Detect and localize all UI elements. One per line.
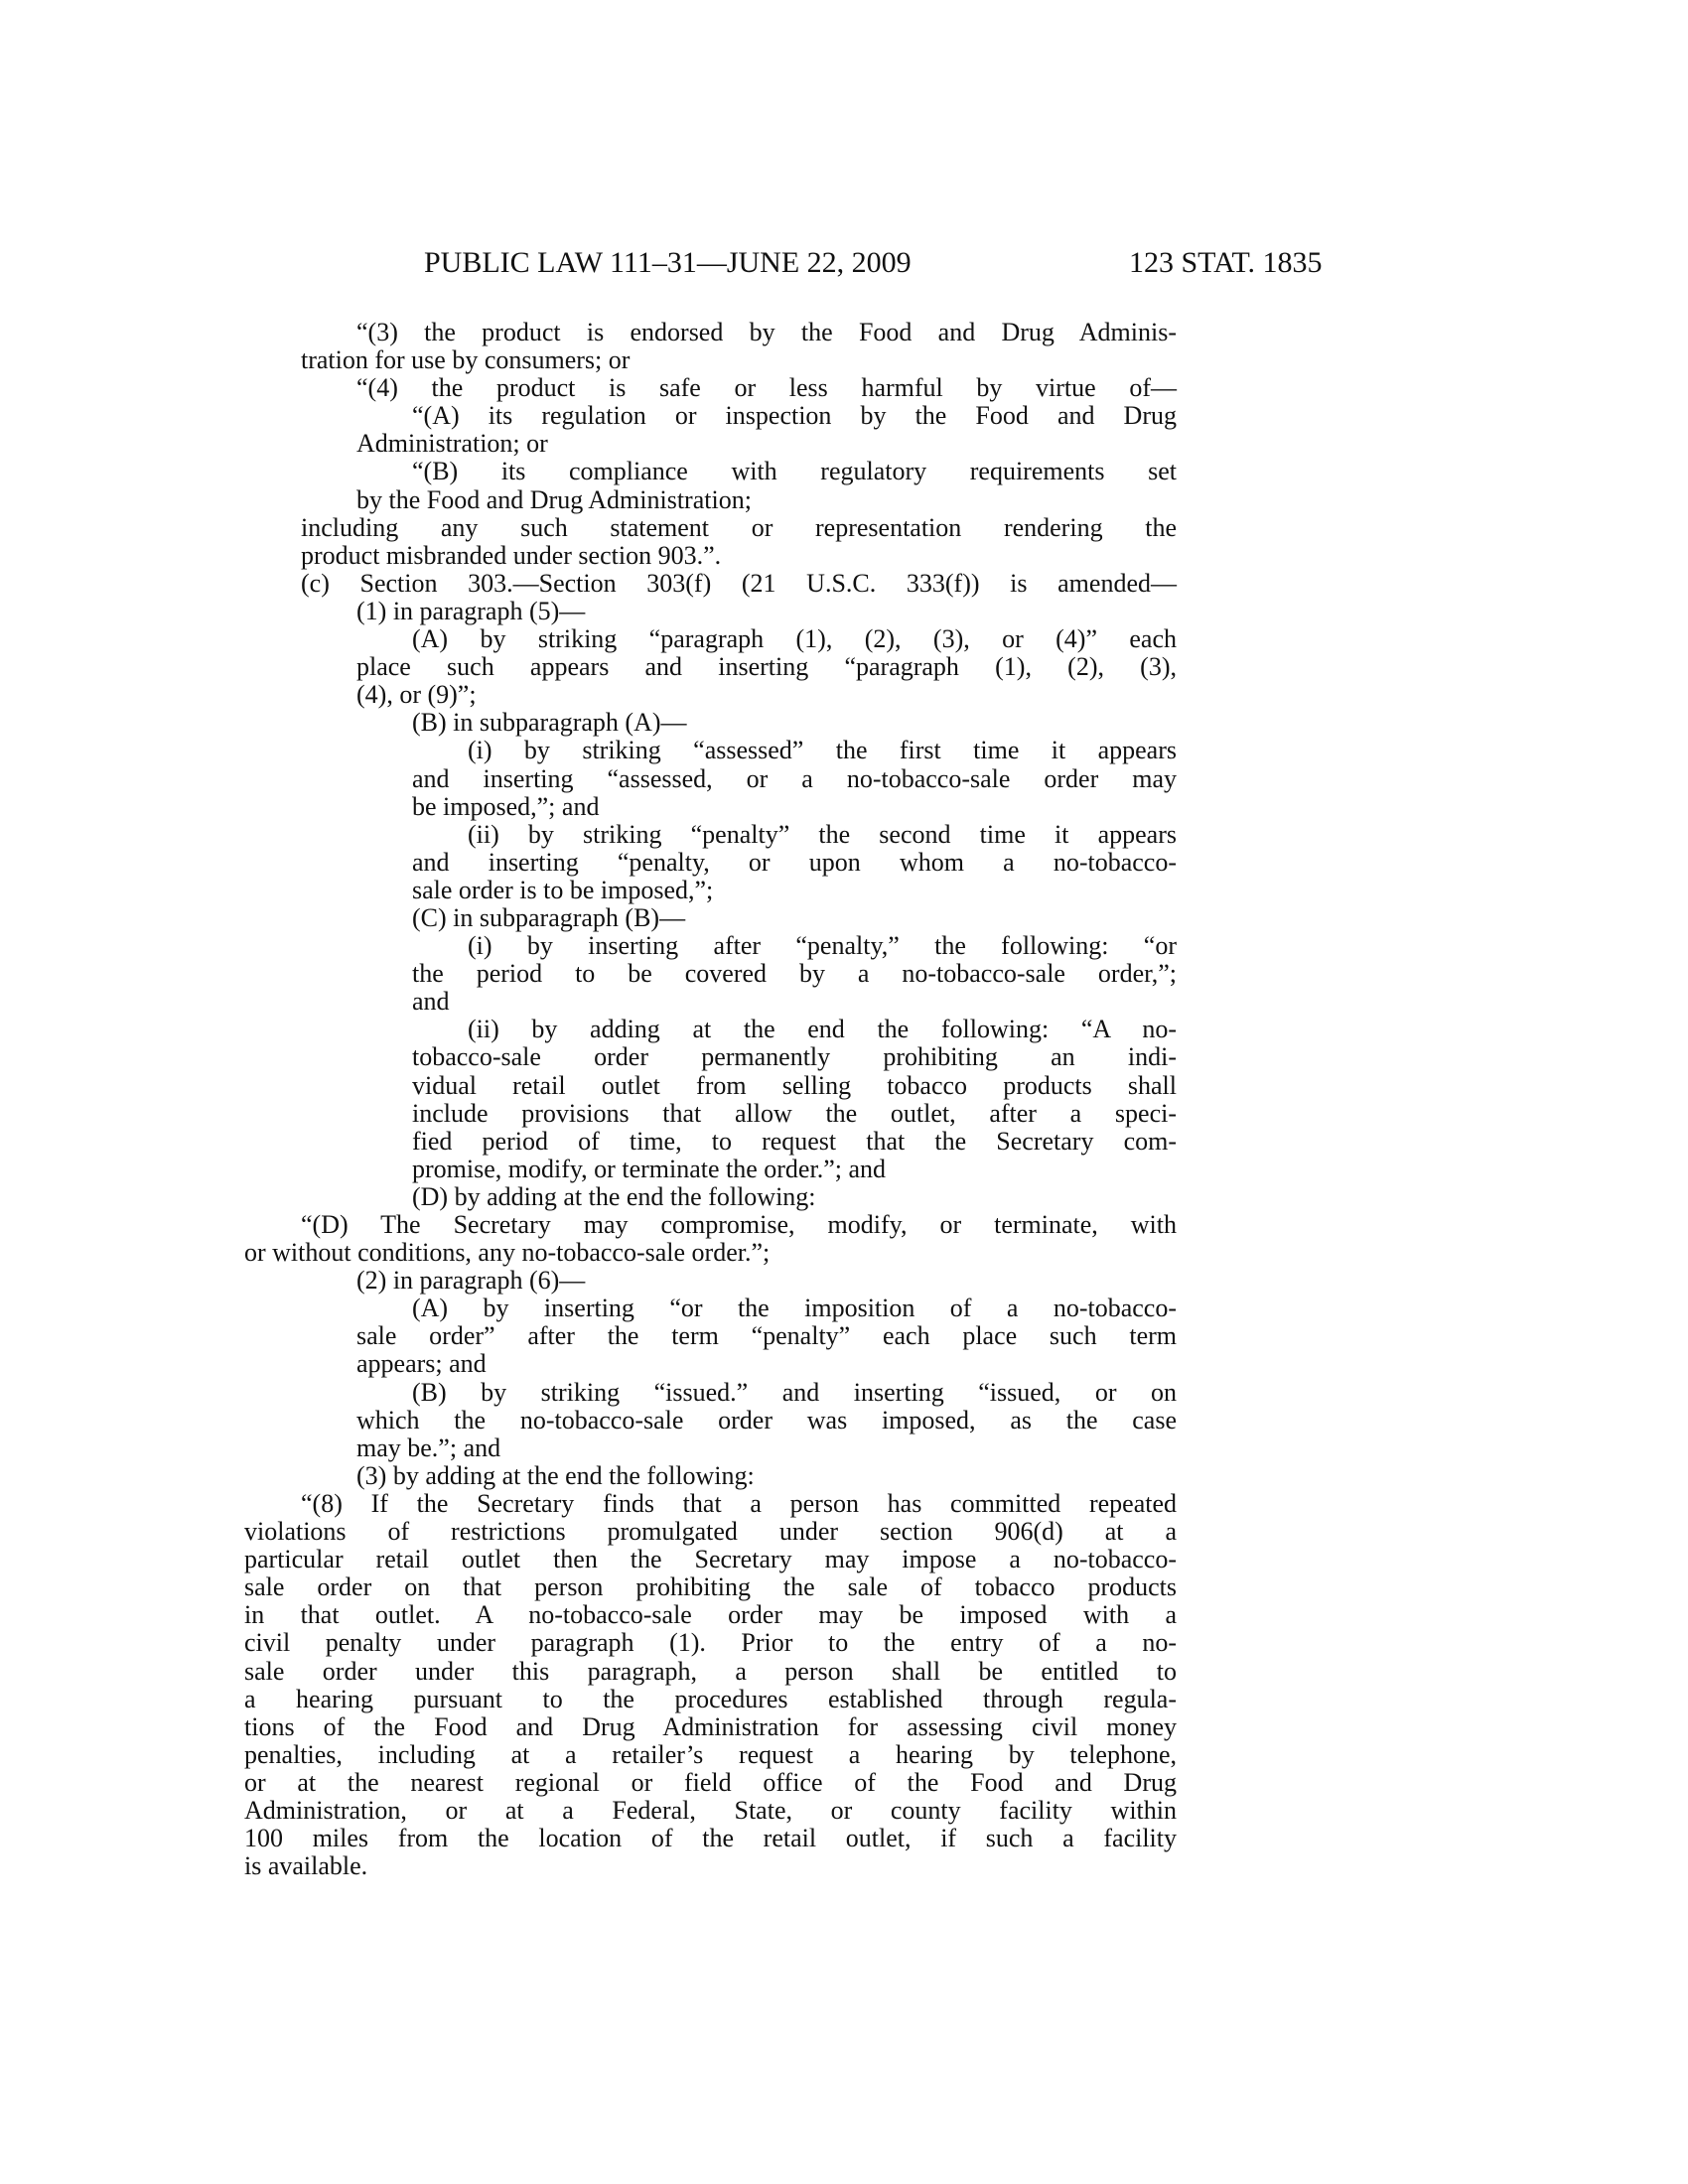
text-line: fied period of time, to request that the Secretary com- [412, 1126, 1177, 1156]
text-line: sale order” after the term “penalty” each place such term [356, 1321, 1177, 1351]
text-line: and [412, 987, 450, 1017]
text-line: may be.”; and [356, 1433, 501, 1462]
text-line: “(A) its regulation or inspection by the Food and Drug [412, 401, 1177, 431]
text-line: (C) in subparagraph (B)— [412, 902, 686, 932]
text-line: 100 miles from the location of the retail outlet, if such a facility [244, 1824, 1177, 1853]
text-line: “(8) If the Secretary finds that a person has committed repeated [301, 1488, 1177, 1518]
text-line: (D) by adding at the end the following: [412, 1181, 816, 1211]
text-line: civil penalty under paragraph (1). Prior to the entry of a no- [244, 1628, 1177, 1658]
text-line: “(4) the product is safe or less harmful by virtue of— [356, 373, 1177, 403]
text-line: (i) by inserting after “penalty,” the following: “or [468, 931, 1177, 961]
text-line: or at the nearest regional or field office of the Food and Drug [244, 1767, 1177, 1797]
text-line: appears; and [356, 1349, 487, 1379]
text-line: vidual retail outlet from selling tobacco products shall [412, 1070, 1177, 1100]
running-head: PUBLIC LAW 111–31—JUNE 22, 2009 [424, 246, 912, 279]
text-line: by the Food and Drug Administration; [356, 484, 752, 514]
text-line: particular retail outlet then the Secretary may impose a no-tobacco- [244, 1545, 1177, 1574]
text-line: tions of the Food and Drug Administration for assessing civil money [244, 1711, 1177, 1741]
text-line: (1) in paragraph (5)— [356, 596, 586, 625]
text-line: (i) by striking “assessed” the first time it appears [468, 736, 1177, 765]
text-line: (2) in paragraph (6)— [356, 1266, 586, 1296]
text-line: tobacco-sale order permanently prohibiting an indi- [412, 1042, 1177, 1072]
text-line: Administration, or at a Federal, State, or county facility within [244, 1795, 1177, 1825]
text-line: place such appears and inserting “paragraph (1), (2), (3), [356, 652, 1177, 682]
text-line: or without conditions, any no-tobacco-sale order.”; [244, 1238, 771, 1268]
text-line: the period to be covered by a no-tobacco-sale order,”; [412, 959, 1177, 989]
text-line: tration for use by consumers; or [301, 345, 631, 375]
text-line: is available. [244, 1851, 368, 1881]
text-line: product misbranded under section 903.”. [301, 540, 722, 570]
text-line: (4), or (9)”; [356, 680, 477, 710]
text-line: (A) by inserting “or the imposition of a no-tobacco- [412, 1294, 1177, 1323]
text-line: sale order under this paragraph, a person shall be entitled to [244, 1656, 1177, 1686]
text-line: sale order is to be imposed,”; [412, 875, 714, 904]
page-header [0, 246, 1688, 286]
text-line: include provisions that allow the outlet, after a speci- [412, 1098, 1177, 1128]
page-citation: 123 STAT. 1835 [1129, 246, 1323, 279]
text-line: (B) by striking “issued.” and inserting “issued, or on [412, 1377, 1177, 1407]
text-line: (ii) by adding at the end the following: “A no- [468, 1015, 1177, 1044]
text-line: Administration; or [356, 429, 548, 459]
text-line: penalties, including at a retailer’s request a hearing by telephone, [244, 1739, 1177, 1769]
text-line: “(D) The Secretary may compromise, modify, or terminate, with [301, 1210, 1177, 1239]
statute-text [244, 318, 1177, 1881]
text-line: “(3) the product is endorsed by the Food and Drug Adminis- [356, 318, 1177, 346]
text-line: “(B) its compliance with regulatory requirements set [412, 457, 1177, 486]
text-line: promise, modify, or terminate the order.”; and [412, 1154, 887, 1183]
text-line: (B) in subparagraph (A)— [412, 708, 687, 738]
text-line: (c) Section 303.—Section 303(f) (21 U.S.C. 333(f)) is amended— [301, 568, 1177, 598]
text-line: a hearing pursuant to the procedures established through regula- [244, 1684, 1177, 1713]
text-line: (A) by striking “paragraph (1), (2), (3), or (4)” each [412, 624, 1177, 654]
text-line: in that outlet. A no-tobacco-sale order may be imposed with a [244, 1600, 1177, 1630]
text-line: sale order on that person prohibiting the sale of tobacco products [244, 1572, 1177, 1602]
text-line: (ii) by striking “penalty” the second time it appears [468, 819, 1177, 849]
text-line: and inserting “penalty, or upon whom a no-tobacco- [412, 847, 1177, 877]
text-line: (3) by adding at the end the following: [356, 1460, 755, 1490]
text-line: be imposed,”; and [412, 791, 600, 821]
text-line: which the no-tobacco-sale order was imposed, as the case [356, 1405, 1177, 1434]
text-line: violations of restrictions promulgated under section 906(d) at a [244, 1517, 1177, 1547]
text-line: and inserting “assessed, or a no-tobacco-sale order may [412, 763, 1177, 793]
text-line: including any such statement or representation rendering the [301, 512, 1177, 542]
